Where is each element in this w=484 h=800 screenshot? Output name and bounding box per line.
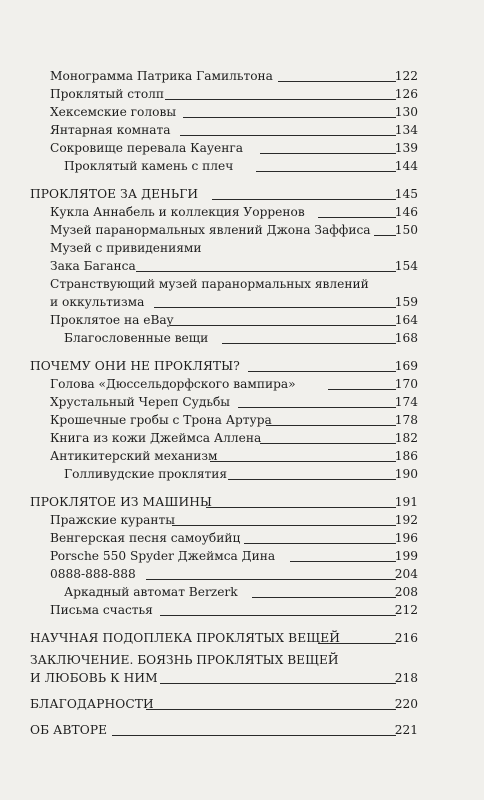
entry-title: Проклятый столп <box>50 87 165 101</box>
toc-section <box>0 356 484 374</box>
entry-title: Хрустальный Череп Судьбы <box>50 395 230 409</box>
section-title: ПРОКЛЯТОЕ ИЗ МАШИНЫ <box>30 495 213 509</box>
entry-page: 130 <box>394 105 418 119</box>
entry-page: 190 <box>394 467 418 481</box>
entry-leader <box>318 643 396 644</box>
entry-leader <box>160 683 396 684</box>
entry-page: 170 <box>394 377 418 391</box>
entry-page: 221 <box>394 723 418 737</box>
toc-entry <box>0 328 484 346</box>
entry-title: Кукла Аннабель и коллекция Уорренов <box>50 205 305 219</box>
toc-section <box>0 720 484 738</box>
entry-page: 150 <box>394 223 418 237</box>
toc-entry <box>0 582 484 600</box>
entry-title: Аркадный автомат Berzerk <box>64 585 238 599</box>
entry-leader <box>290 561 396 562</box>
toc-entry <box>0 202 484 220</box>
entry-leader <box>172 525 396 526</box>
entry-page: 174 <box>394 395 418 409</box>
toc-entry <box>0 546 484 564</box>
entry-title: Венгерская песня самоубийц <box>50 531 241 545</box>
section-title: И ЛЮБОВЬ К НИМ <box>30 671 158 685</box>
entry-page: 182 <box>394 431 418 445</box>
toc-entry <box>0 600 484 618</box>
entry-leader <box>318 217 396 218</box>
entry-leader <box>278 81 396 82</box>
entry-title: Музей паранормальных явлений Джона Заффиса <box>50 223 371 237</box>
section-title: НАУЧНАЯ ПОДОПЛЕКА ПРОКЛЯТЫХ ВЕЩЕЙ <box>30 631 340 645</box>
section-title: ПРОКЛЯТОЕ ЗА ДЕНЬГИ <box>30 187 199 201</box>
entry-title: Хексемские головы <box>50 105 177 119</box>
toc-entry <box>0 310 484 328</box>
entry-page: 126 <box>394 87 418 101</box>
toc-entry <box>0 428 484 446</box>
entry-leader <box>183 117 396 118</box>
entry-page: 168 <box>394 331 418 345</box>
toc-entry <box>0 464 484 482</box>
entry-title-line1: Странствующий музей паранормальных явлений <box>50 277 369 291</box>
section-title: ОБ АВТОРЕ <box>30 723 108 737</box>
toc-section <box>0 628 484 646</box>
entry-page: 199 <box>394 549 418 563</box>
entry-title: Монограмма Патрика Гамильтона <box>50 69 273 83</box>
entry-page: 146 <box>394 205 418 219</box>
entry-title: Сокровище перевала Кауенга <box>50 141 244 155</box>
entry-leader <box>154 307 396 308</box>
entry-title: Книга из кожи Джеймса Аллена <box>50 431 262 445</box>
entry-leader <box>180 135 396 136</box>
entry-leader <box>170 325 396 326</box>
entry-leader <box>374 235 396 236</box>
toc-entry <box>0 156 484 174</box>
toc-entry <box>0 392 484 410</box>
entry-leader <box>260 443 396 444</box>
entry-page: 169 <box>394 359 418 373</box>
entry-title-line1: Музей с привидениями <box>50 241 202 255</box>
entry-page: 204 <box>394 567 418 581</box>
entry-page: 212 <box>394 603 418 617</box>
entry-title: Голова «Дюссельдорфского вампира» <box>50 377 296 391</box>
entry-page: 122 <box>394 69 418 83</box>
toc-section <box>0 668 484 686</box>
entry-leader <box>210 461 396 462</box>
entry-title: 0888-888-888 <box>50 567 136 581</box>
entry-title: Крошечные гробы с Трона Артура <box>50 413 272 427</box>
entry-leader <box>228 479 396 480</box>
entry-leader <box>260 153 396 154</box>
entry-leader <box>248 371 396 372</box>
toc-entry <box>0 102 484 120</box>
toc-entry <box>0 84 484 102</box>
entry-leader <box>266 425 396 426</box>
entry-leader <box>112 735 396 736</box>
entry-title: Проклятый камень с плеч <box>64 159 234 173</box>
entry-page: 220 <box>394 697 418 711</box>
entry-page: 154 <box>394 259 418 273</box>
entry-leader <box>136 271 396 272</box>
entry-page: 145 <box>394 187 418 201</box>
toc-entry <box>0 120 484 138</box>
entry-leader <box>222 343 396 344</box>
entry-leader <box>146 709 396 710</box>
entry-title: Янтарная комната <box>50 123 171 137</box>
toc-entry <box>0 528 484 546</box>
entry-leader <box>146 579 396 580</box>
entry-leader <box>206 507 396 508</box>
entry-page: 178 <box>394 413 418 427</box>
toc-section <box>0 184 484 202</box>
entry-page: 196 <box>394 531 418 545</box>
entry-leader <box>256 171 396 172</box>
entry-page: 164 <box>394 313 418 327</box>
toc-entry <box>0 138 484 156</box>
entry-page: 159 <box>394 295 418 309</box>
toc-entry <box>0 256 484 274</box>
entry-title: Голливудские проклятия <box>64 467 228 481</box>
entry-page: 139 <box>394 141 418 155</box>
entry-leader <box>238 407 396 408</box>
entry-title: Письма счастья <box>50 603 153 617</box>
entry-page: 191 <box>394 495 418 509</box>
toc-entry <box>0 66 484 84</box>
entry-page: 216 <box>394 631 418 645</box>
entry-title: Porsche 550 Spyder Джеймса Дина <box>50 549 276 563</box>
toc-entry <box>0 410 484 428</box>
toc-entry <box>0 510 484 528</box>
section-title: БЛАГОДАРНОСТИ <box>30 697 154 711</box>
entry-title: Пражские куранты <box>50 513 175 527</box>
entry-leader <box>252 597 396 598</box>
toc-section <box>0 492 484 510</box>
toc-entry <box>0 446 484 464</box>
entry-leader <box>328 389 396 390</box>
entry-leader <box>160 615 396 616</box>
section-title-line1: ЗАКЛЮЧЕНИЕ. БОЯЗНЬ ПРОКЛЯТЫХ ВЕЩЕЙ <box>30 653 339 667</box>
toc-entry <box>0 292 484 310</box>
entry-title: Зака Баганса <box>50 259 136 273</box>
toc-entry <box>0 374 484 392</box>
toc-section <box>0 694 484 712</box>
toc-entry <box>0 564 484 582</box>
entry-title: Проклятое на eBay <box>50 313 174 327</box>
entry-title: и оккультизма <box>50 295 145 309</box>
entry-title: Благословенные вещи <box>64 331 209 345</box>
entry-leader <box>212 199 396 200</box>
entry-title: Антикитерский механизм <box>50 449 218 463</box>
toc-entry <box>0 220 484 238</box>
entry-leader <box>244 543 396 544</box>
entry-leader <box>165 99 396 100</box>
entry-page: 144 <box>394 159 418 173</box>
section-title: ПОЧЕМУ ОНИ НЕ ПРОКЛЯТЫ? <box>30 359 240 373</box>
entry-page: 186 <box>394 449 418 463</box>
entry-page: 192 <box>394 513 418 527</box>
entry-page: 218 <box>394 671 418 685</box>
entry-page: 134 <box>394 123 418 137</box>
entry-page: 208 <box>394 585 418 599</box>
